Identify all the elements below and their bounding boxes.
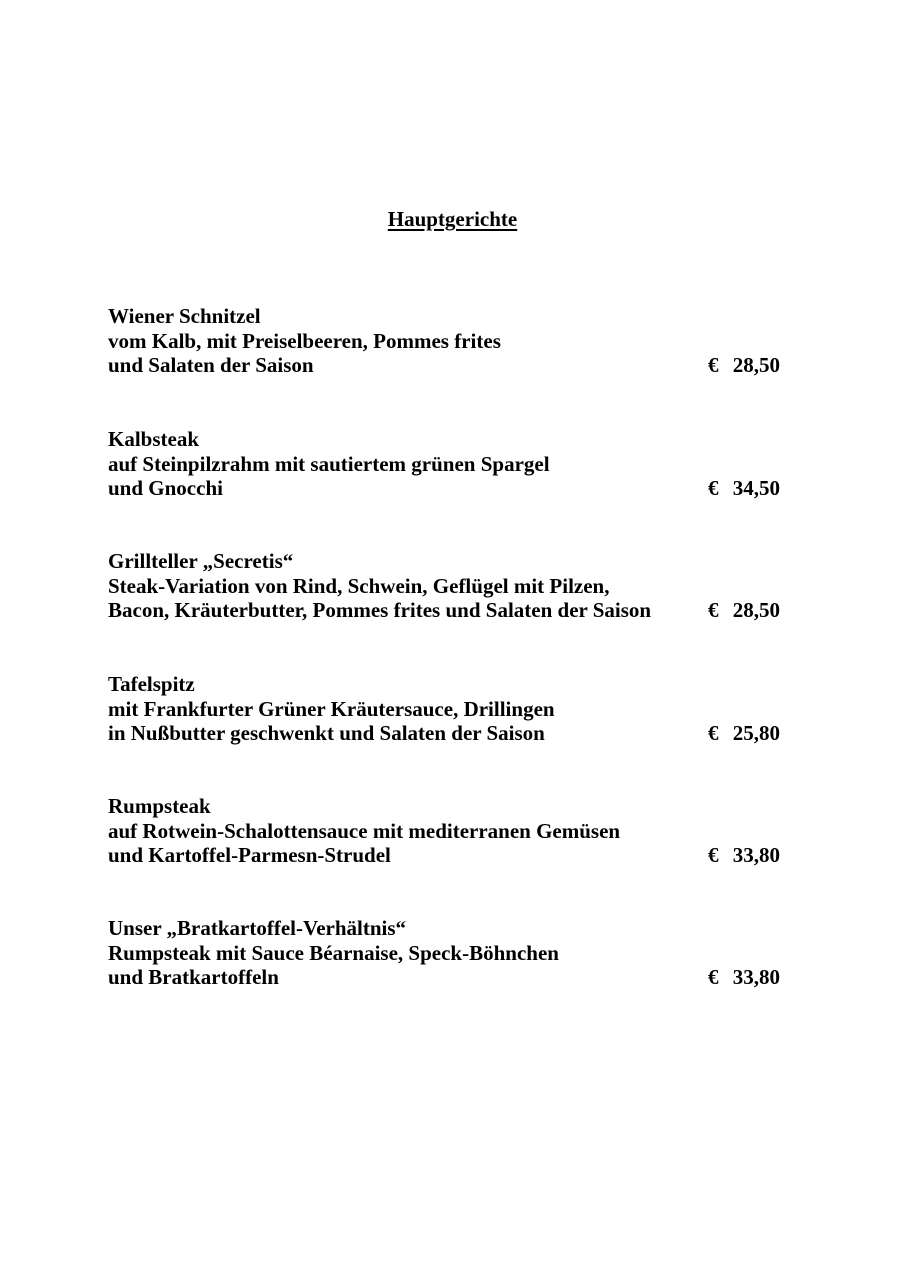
- dish-price: [708, 843, 780, 868]
- dish-name: Unser „Bratkartoffel-Verhältnis“: [108, 916, 407, 940]
- price-value: 28,50: [732, 598, 780, 622]
- dish-item: [108, 549, 798, 623]
- dish-name: Grillteller „Secretis“: [108, 549, 294, 573]
- dish-description: in Nußbutter geschwenkt und Salaten der Saison: [108, 721, 545, 745]
- dish-description: und Bratkartoffeln: [108, 965, 279, 989]
- dish-price: [708, 353, 780, 378]
- dish-description: vom Kalb, mit Preiselbeeren, Pommes frites: [108, 328, 501, 353]
- dish-description: auf Rotwein-Schalottensauce mit mediterranen Gemüsen: [108, 818, 621, 843]
- currency-symbol: €: [708, 843, 719, 867]
- dish-price: [708, 476, 780, 501]
- dish-item: [108, 672, 798, 746]
- dish-name: Tafelspitz: [108, 672, 195, 696]
- dish-description: Rumpsteak mit Sauce Béarnaise, Speck-Böhnchen: [108, 940, 559, 965]
- price-value: 34,50: [732, 476, 780, 500]
- price-value: 25,80: [732, 721, 780, 745]
- currency-symbol: €: [708, 353, 719, 377]
- dish-name: Rumpsteak: [108, 794, 211, 818]
- currency-symbol: €: [708, 721, 719, 745]
- dish-item: [108, 427, 798, 501]
- dish-name: Wiener Schnitzel: [108, 304, 261, 328]
- dish-price: [708, 598, 780, 623]
- dish-item: [108, 916, 798, 990]
- price-value: 33,80: [732, 843, 780, 867]
- price-value: 33,80: [732, 965, 780, 989]
- currency-symbol: €: [708, 598, 719, 622]
- currency-symbol: €: [708, 476, 719, 500]
- dish-description: Steak-Variation von Rind, Schwein, Geflügel mit Pilzen,: [108, 573, 610, 598]
- dish-price: [708, 721, 780, 746]
- currency-symbol: €: [708, 965, 719, 989]
- dish-description: mit Frankfurter Grüner Kräutersauce, Drillingen: [108, 696, 555, 721]
- price-value: 28,50: [732, 353, 780, 377]
- dish-item: [108, 304, 798, 378]
- dish-description: Bacon, Kräuterbutter, Pommes frites und Salaten der Saison: [108, 598, 652, 622]
- dish-description: auf Steinpilzrahm mit sautiertem grünen Spargel: [108, 451, 550, 476]
- dish-name: Kalbsteak: [108, 427, 200, 451]
- dish-price: [708, 965, 780, 990]
- page-title: Hauptgerichte: [387, 207, 518, 231]
- dish-description: und Kartoffel-Parmesn-Strudel: [108, 843, 391, 867]
- dish-description: und Salaten der Saison: [108, 353, 314, 377]
- dish-description: und Gnocchi: [108, 476, 223, 500]
- dish-item: [108, 794, 798, 868]
